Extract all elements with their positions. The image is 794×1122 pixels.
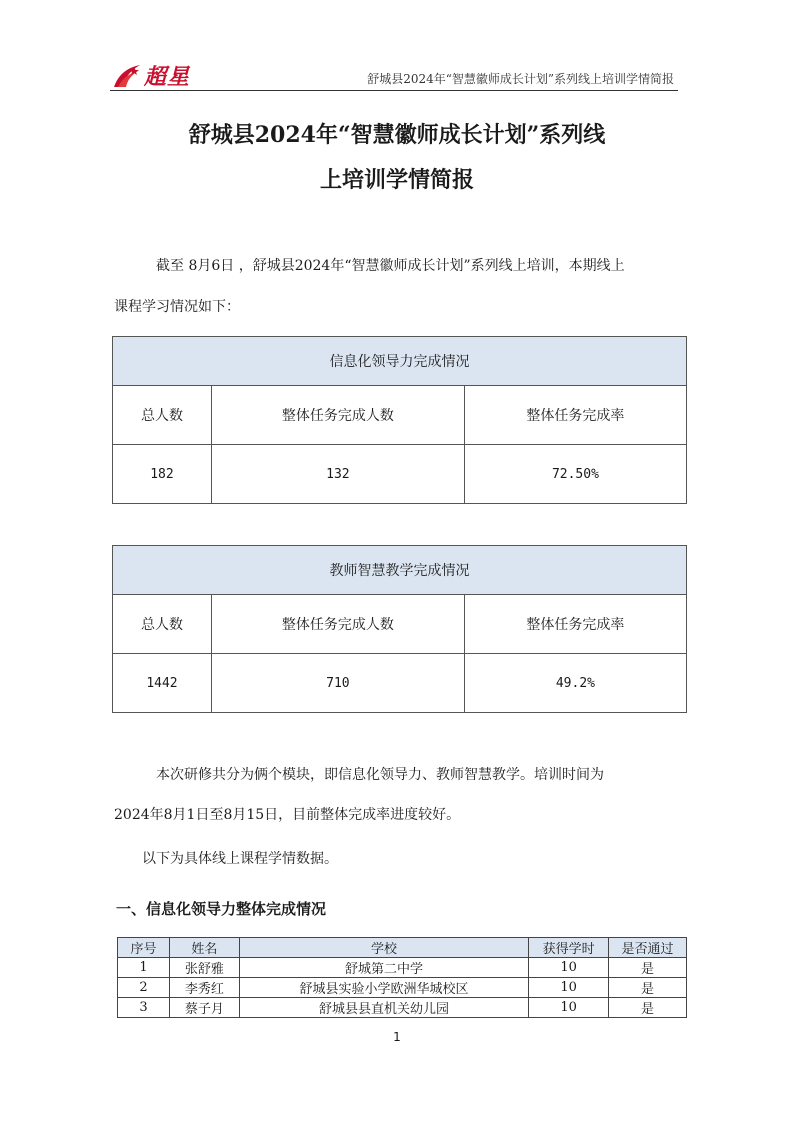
table-header-row (118, 938, 687, 958)
doc-title-line1: 舒城县2024年“智慧徽师成长计划”系列线 (188, 122, 606, 148)
completion-rate: 72.50% (464, 445, 686, 504)
table-cell: 舒城第二中学 (239, 958, 528, 978)
table-row (118, 958, 687, 978)
completed-count: 710 (211, 654, 464, 713)
table-cell: 10 (529, 998, 609, 1018)
chaoxing-logo (112, 60, 190, 91)
header-cell: 总人数 (113, 386, 212, 445)
table-cell: 是 (609, 998, 687, 1018)
page-header (110, 56, 678, 91)
table-cell: 3 (118, 998, 170, 1018)
column-header: 是否通过 (609, 938, 687, 958)
header-cell: 整体任务完成率 (464, 386, 686, 445)
column-header: 获得学时 (529, 938, 609, 958)
table-row (118, 978, 687, 998)
table-cell: 是 (609, 978, 687, 998)
table-caption: 信息化领导力完成情况 (113, 337, 687, 386)
table-cell: 2 (118, 978, 170, 998)
header-cell: 整体任务完成人数 (211, 386, 464, 445)
header-doc-title: 舒城县2024年“智慧徽师成长计划”系列线上培训学情简报 (367, 72, 674, 86)
column-header: 姓名 (169, 938, 239, 958)
header-cell: 总人数 (113, 595, 212, 654)
completed-count: 132 (211, 445, 464, 504)
learner-detail-table (117, 937, 687, 1018)
smart-teaching-summary-table (112, 545, 687, 713)
table-cell: 是 (609, 958, 687, 978)
total-count: 1442 (113, 654, 212, 713)
column-header: 学校 (239, 938, 528, 958)
table-cell: 李秀红 (169, 978, 239, 998)
table-caption: 教师智慧教学完成情况 (113, 546, 687, 595)
total-count: 182 (113, 445, 212, 504)
table-cell: 舒城县实验小学欧洲华城校区 (239, 978, 528, 998)
table-row (118, 998, 687, 1018)
logo-text: 超星 (144, 64, 191, 90)
doc-title-line2: 上培训学情简报 (319, 167, 474, 193)
logo-swoosh-icon (112, 63, 142, 89)
table-cell: 10 (529, 978, 609, 998)
table-cell: 张舒雅 (169, 958, 239, 978)
intro-line2: 课程学习情况如下： (114, 299, 240, 315)
section-heading: 一、信息化领导力整体完成情况 (116, 900, 327, 918)
header-cell: 整体任务完成率 (464, 595, 686, 654)
table-cell: 舒城县县直机关幼儿园 (239, 998, 528, 1018)
column-header: 序号 (118, 938, 170, 958)
body-paragraph-line1: 本次研修共分为俩个模块，即信息化领导力、教师智慧教学。培训时间为 (156, 767, 604, 783)
table-cell: 1 (118, 958, 170, 978)
completion-rate: 49.2% (464, 654, 686, 713)
table-cell: 10 (529, 958, 609, 978)
table-cell: 蔡子月 (169, 998, 239, 1018)
body-paragraph-2: 以下为具体线上课程学情数据。 (142, 851, 338, 867)
info-leadership-summary-table (112, 336, 687, 504)
header-cell: 整体任务完成人数 (211, 595, 464, 654)
intro-line1: 截至 8月6日 ，舒城县2024年“智慧徽师成长计划”系列线上培训，本期线上 (156, 258, 625, 274)
body-paragraph-line2: 2024年8月1日至8月15日，目前整体完成率进度较好。 (114, 807, 461, 823)
page-number: 1 (393, 1030, 401, 1044)
